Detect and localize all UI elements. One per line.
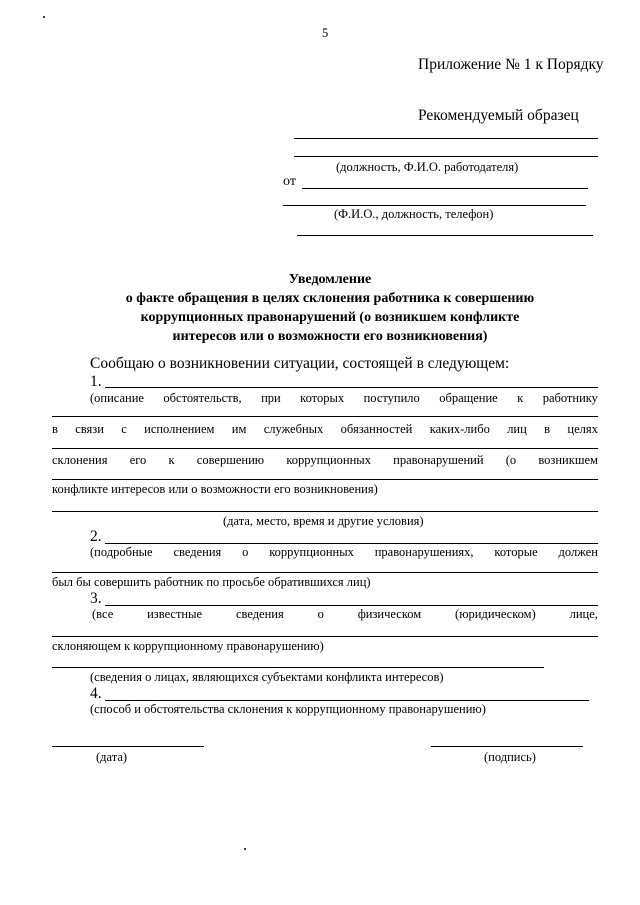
item-1-caption-c: склонения его к совершению коррупционных правонарушений (о возникшем — [52, 453, 598, 467]
employer-line-2[interactable] — [294, 156, 598, 157]
item-1-caption-b: в связи с исполнением им служебных обязанностей каких-либо лиц в целях — [52, 422, 598, 436]
title-line-2: о факте обращения в целях склонения работника к совершению — [125, 291, 535, 306]
item-1-line-b-rule[interactable] — [52, 448, 598, 449]
item-4-caption: (способ и обстоятельства склонения к коррупционному правонарушению) — [90, 702, 486, 716]
item-3-number: 3. — [90, 590, 102, 607]
item-1-line-a-rule[interactable] — [52, 416, 598, 417]
item-1-caption-d: конфликте интересов или о возможности его возникновения) — [52, 482, 378, 496]
employer-caption: (должность, Ф.И.О. работодателя) — [336, 160, 519, 174]
sender-line-2[interactable] — [283, 205, 586, 206]
page-number: 5 — [322, 26, 329, 40]
title-line-4: интересов или о возможности его возникновения) — [172, 329, 488, 344]
title-line-1: Уведомление — [288, 272, 372, 287]
scan-speck-top-left — [43, 16, 45, 18]
notice-title — [60, 270, 600, 346]
item-1-line-c-rule[interactable] — [52, 479, 598, 480]
item-1-field-line[interactable] — [105, 387, 598, 388]
item-2-number: 2. — [90, 528, 102, 545]
appendix-label: Приложение № 1 к Порядку — [418, 56, 604, 73]
item-3-caption-b: склоняющем к коррупционному правонарушению) — [52, 639, 324, 653]
date-caption: (дата) — [96, 750, 128, 764]
item-2-line-a-rule[interactable] — [52, 572, 598, 573]
item-3-caption-subjects: (сведения о лицах, являющихся субъектами конфликта интересов) — [90, 670, 444, 684]
intro-text: Сообщаю о возникновении ситуации, состоящей в следующем: — [90, 355, 510, 372]
sender-line-1[interactable] — [302, 188, 588, 189]
item-2-field-line[interactable] — [105, 543, 598, 544]
item-4-field-line[interactable] — [105, 700, 589, 701]
recommended-sample-label: Рекомендуемый образец — [418, 107, 579, 124]
item-4-number: 4. — [90, 685, 102, 702]
scan-speck-bottom — [244, 848, 246, 850]
signature-caption: (подпись) — [484, 750, 536, 764]
item-1-caption-a: (описание обстоятельств, при которых поступило обращение к работнику — [90, 391, 598, 405]
sender-line-3[interactable] — [297, 235, 593, 236]
item-3-line-b-rule[interactable] — [52, 667, 544, 668]
item-1-caption-conditions: (дата, место, время и другие условия) — [223, 514, 424, 528]
sender-caption: (Ф.И.О., должность, телефон) — [334, 207, 494, 221]
date-line[interactable] — [52, 746, 204, 747]
item-2-caption-a: (подробные сведения о коррупционных правонарушениях, которые должен — [90, 545, 598, 559]
item-3-line-a-rule[interactable] — [52, 636, 598, 637]
item-3-field-line[interactable] — [105, 605, 598, 606]
item-2-caption-b: был бы совершить работник по просьбе обратившихся лиц) — [52, 575, 371, 589]
signature-line[interactable] — [431, 746, 583, 747]
from-label: от — [283, 174, 296, 189]
employer-line-1[interactable] — [294, 138, 598, 139]
item-1-line-d-rule[interactable] — [52, 511, 598, 512]
title-line-3: коррупционных правонарушений (о возникшем конфликте — [140, 310, 520, 325]
item-1-number: 1. — [90, 373, 102, 390]
item-3-caption-a: (все известные сведения о физическом (юридическом) лице, — [92, 607, 598, 621]
